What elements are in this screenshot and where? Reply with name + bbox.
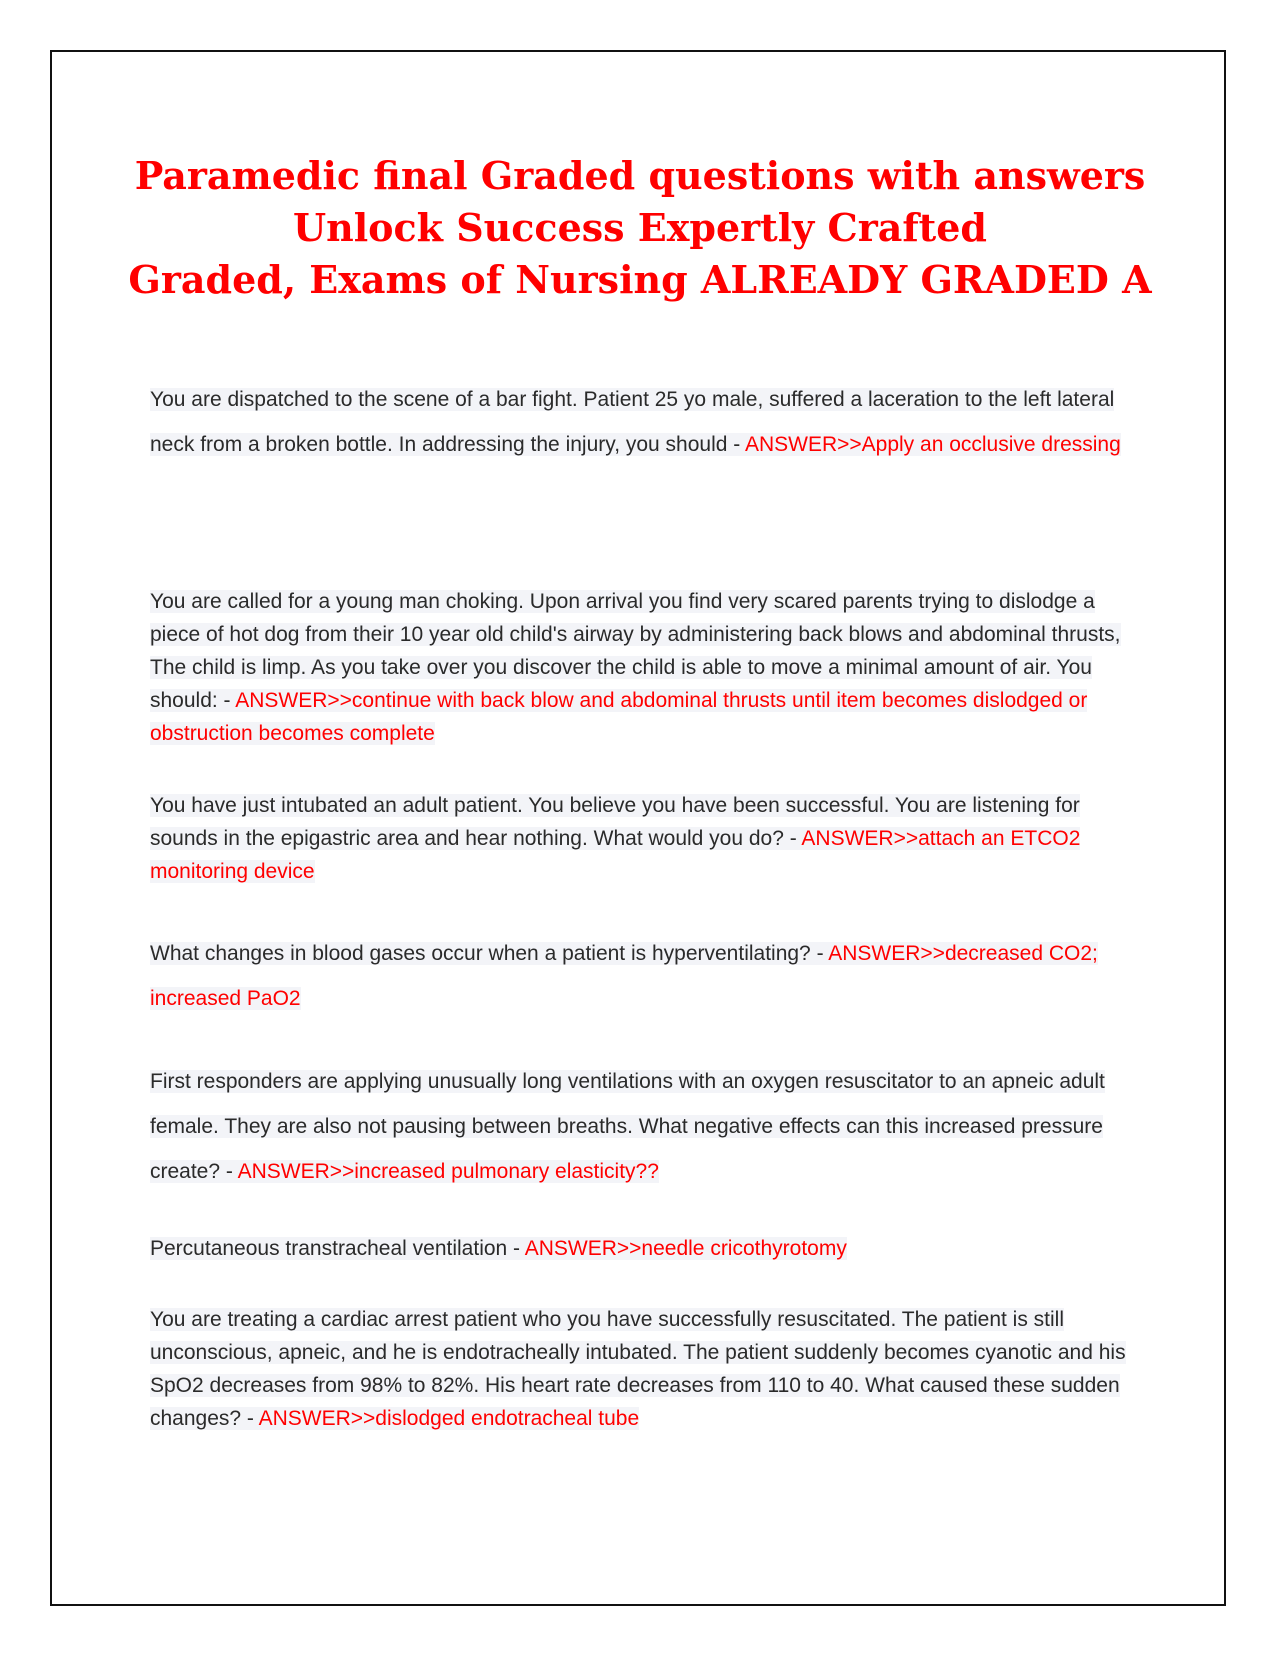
page-title xyxy=(60,150,1220,306)
qa-item-1 xyxy=(150,377,1130,467)
qa-item-4 xyxy=(150,931,1130,1021)
question-text: You are dispatched to the scene of a bar fight. Patient 25 yo male, suffered a laceration to the left lateral neck from a broken bottle. In addressing the injury, you should - xyxy=(150,388,1115,456)
title-line-1: Paramedic final Graded questions with answers xyxy=(134,153,1146,198)
question-text: What changes in blood gases occur when a patient is hyperventilating? - xyxy=(150,942,829,965)
question-text: You are treating a cardiac arrest patient who you have successfully resuscitated. The patient is still unconscious, apneic, and he is endotracheally intubated. The patient suddenly becomes cyanotic and his SpO2 decreases from 98% to 82%. His heart rate decreases from 110 to 40. What caused these sudden changes? - xyxy=(150,1308,1126,1430)
answer-text: ANSWER>>increased pulmonary elasticity?? xyxy=(237,1160,659,1183)
qa-item-6 xyxy=(150,1232,1130,1265)
question-text: Percutaneous transtracheal ventilation - xyxy=(150,1237,525,1260)
title-line-3: Graded, Exams of Nursing ALREADY GRADED A xyxy=(128,257,1152,302)
qa-item-3 xyxy=(150,789,1130,888)
title-line-2: Unlock Success Expertly Crafted xyxy=(292,205,987,250)
answer-text: ANSWER>>attach an ETCO2 monitoring device xyxy=(150,827,1081,883)
answer-text: ANSWER>>Apply an occlusive dressing xyxy=(744,433,1121,456)
qa-item-2 xyxy=(150,585,1130,750)
question-text: You have just intubated an adult patient. You believe you have been successful. You are listening for sounds in the epigastric area and hear nothing. What would you do? - xyxy=(150,794,1080,850)
answer-text: ANSWER>>continue with back blow and abdominal thrusts until item becomes dislodged or obstruction becomes complete xyxy=(150,689,1088,745)
qa-item-7 xyxy=(150,1303,1130,1435)
answer-text: ANSWER>>dislodged endotracheal tube xyxy=(258,1407,640,1430)
question-text: You are called for a young man choking. Upon arrival you find very scared parents trying to dislodge a piece of hot dog from their 10 year old child's airway by administering back blows and abdominal thrusts, The child is limp. As you take over you discover the child is able to move a minimal amount of air. You should: - xyxy=(150,590,1121,712)
answer-text: ANSWER>>decreased CO2; increased PaO2 xyxy=(150,942,1098,1010)
question-text: First responders are applying unusually long ventilations with an oxygen resuscitator to an apneic adult female. They are also not pausing between breaths. What negative effects can this increased pressure create? - xyxy=(150,1070,1105,1183)
answer-text: ANSWER>>needle cricothyrotomy xyxy=(524,1237,847,1260)
qa-item-5 xyxy=(150,1059,1130,1194)
